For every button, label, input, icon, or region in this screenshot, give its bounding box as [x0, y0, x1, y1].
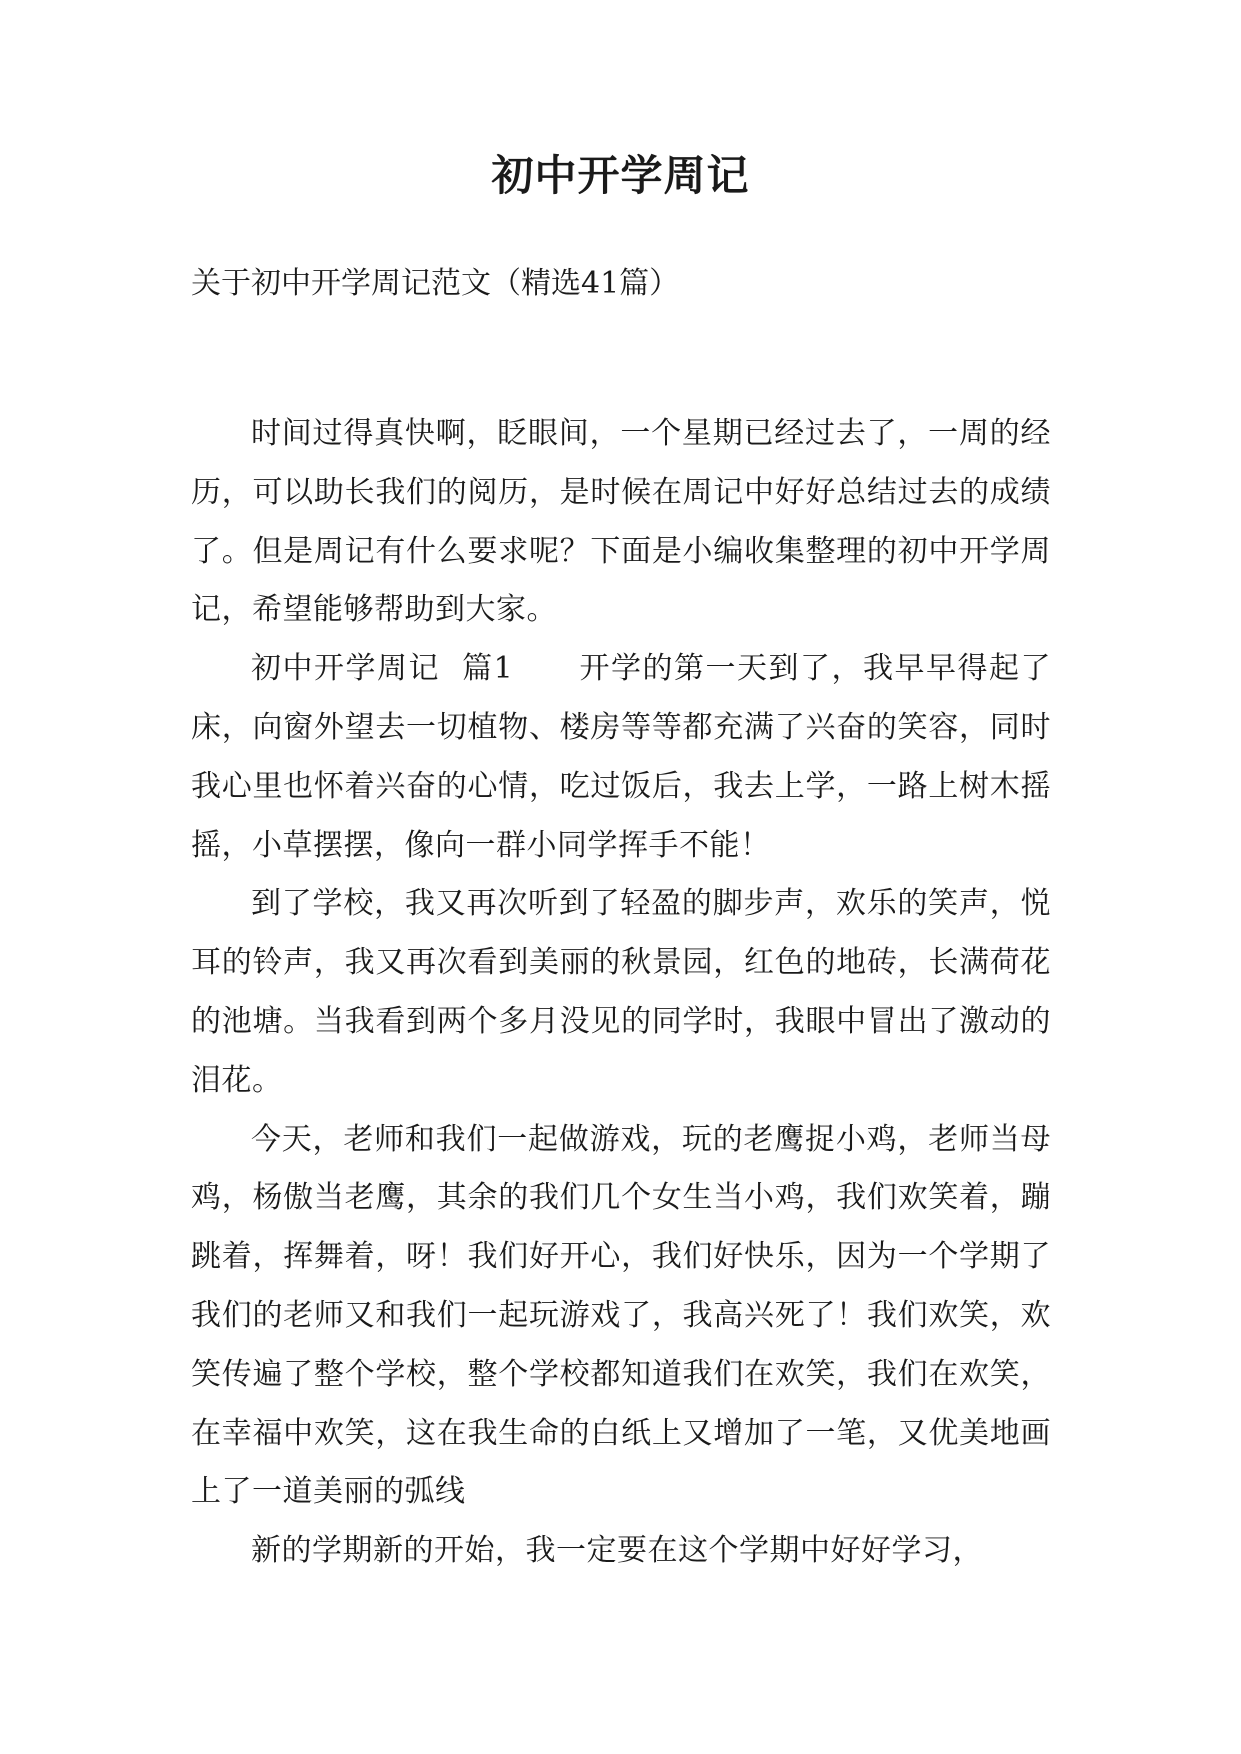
document-subtitle: 关于初中开学周记范文（精选41篇）	[191, 266, 680, 301]
section-1-text: 开学的第一天到了，我早早得起了床，向窗外望去一切植物、楼房等等都充满了兴奋的笑容，同时我心里也怀着兴奋的心情，吃过饭后，我去上学，一路上树木摇摇，小草摆摆，像向一群小同学挥手不能！	[191, 651, 1052, 863]
intro-paragraph: 时间过得真快啊，眨眼间，一个星期已经过去了，一周的经历，可以助长我们的阅历，是时候在周记中好好总结过去的成绩了。但是周记有什么要求呢？下面是小编收集整理的初中开学周记，希望能够帮助到大家。	[191, 416, 1051, 628]
body-paragraph: 新的学期新的开始，我一定要在这个学期中好好学习，	[251, 1533, 983, 1569]
document-title: 初中开学周记	[491, 151, 750, 200]
section-1-paragraph	[191, 640, 1051, 875]
body-paragraph: 今天，老师和我们一起做游戏，玩的老鹰捉小鸡，老师当母鸡，杨傲当老鹰，其余的我们几个女生当小鸡，我们欢笑着，蹦跳着，挥舞着，呀！我们好开心，我们好快乐，因为一个学期了我们的老师又和我们一起玩游戏了，我高兴死了！我们欢笑，欢笑传遍了整个学校，整个学校都知道我们在欢笑，我们在欢笑，在幸福中欢笑，这在我生命的白纸上又增加了一笔，又优美地画上了一道美丽的弧线	[191, 1121, 1051, 1510]
body-paragraph: 到了学校，我又再次听到了轻盈的脚步声，欢乐的笑声，悦耳的铃声，我又再次看到美丽的秋景园，红色的地砖，长满荷花的池塘。当我看到两个多月没见的同学时，我眼中冒出了激动的泪花。	[191, 886, 1051, 1098]
document-body	[191, 405, 1051, 1581]
section-1-heading: 初中开学周记 篇1	[251, 651, 514, 687]
